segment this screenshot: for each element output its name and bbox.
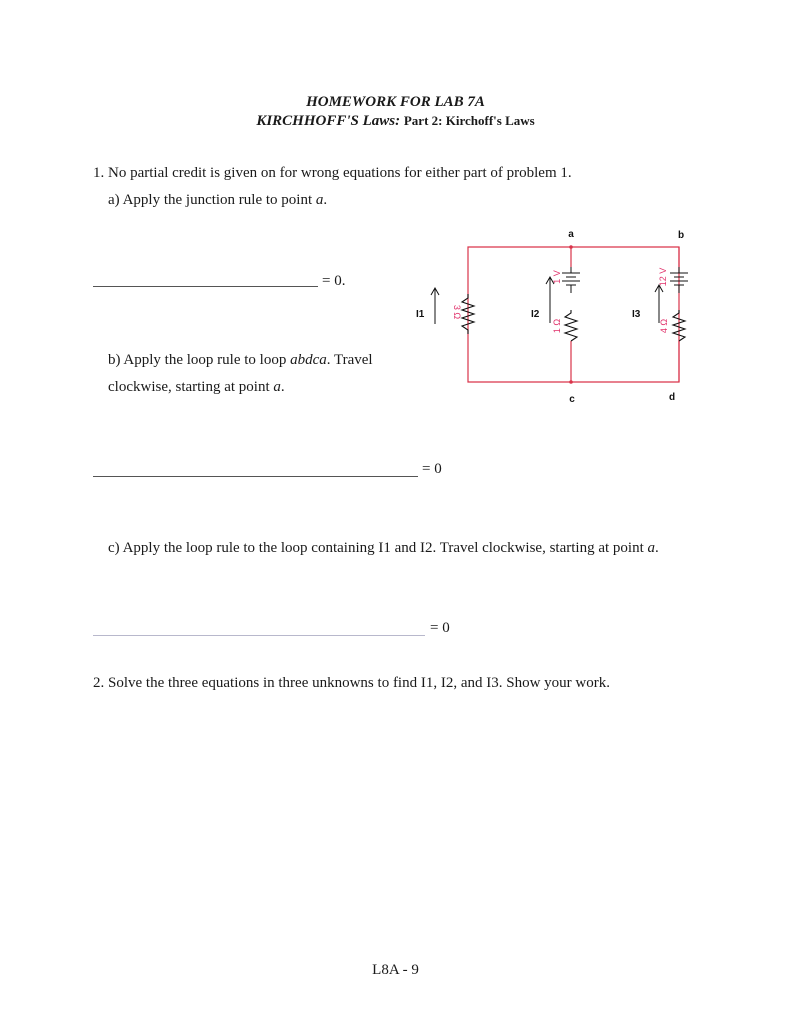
left-wire-loop: [468, 247, 571, 382]
problem2-prompt: 2. Solve the three equations in three unknowns to find I1, I2, and I3. Show your work.: [93, 675, 610, 691]
part-a-equals: = 0.: [322, 273, 346, 289]
page-title: HOMEWORK FOR LAB 7A: [306, 94, 485, 110]
node-label-a: a: [568, 229, 574, 240]
page-subtitle: [0, 113, 791, 130]
page-number: L8A - 9: [372, 962, 419, 978]
answer-line-b[interactable]: [93, 476, 418, 477]
battery-label-12v: 12 V: [658, 267, 668, 287]
part-c-prompt: [108, 540, 659, 557]
arrow-i3: [655, 285, 663, 323]
node-a-dot: [569, 245, 573, 249]
answer-line-a[interactable]: [93, 286, 318, 287]
part-c-equals: = 0: [430, 620, 450, 636]
node-label-b: b: [677, 230, 685, 241]
current-label-i3: I3: [632, 309, 641, 320]
part-c-point: a: [647, 540, 655, 556]
part-b-equals: = 0: [422, 461, 442, 477]
part-a-point: a: [315, 192, 324, 208]
battery-1v: [562, 267, 580, 293]
resistor-1ohm: [565, 310, 577, 341]
battery-label-1v: 1 V: [552, 270, 562, 284]
part-b-end2: .: [280, 379, 285, 395]
part-a-end: .: [323, 192, 328, 208]
current-label-i2: I2: [531, 309, 540, 320]
part-b-loop: abdca: [290, 352, 327, 368]
subtitle-italic: KIRCHHOFF'S Laws:: [256, 113, 401, 129]
part-c-text: c) Apply the loop rule to the loop containing I1 and I2. Travel clockwise, starting at point: [108, 540, 648, 556]
node-c-dot: [569, 380, 573, 384]
node-label-c: c: [569, 394, 575, 405]
part-b-end: . Travel: [326, 352, 373, 368]
part-c-end: .: [655, 540, 659, 556]
resistor-label-4ohm: 4 Ω: [659, 318, 669, 334]
circuit-wires: [468, 247, 679, 382]
circuit-diagram: [380, 222, 710, 412]
part-b-point: a: [273, 379, 281, 395]
part-b-text: b) Apply the loop rule to loop: [108, 352, 291, 368]
answer-line-c[interactable]: [93, 635, 425, 636]
resistor-label-3ohm: 3 Ω: [452, 304, 462, 320]
subtitle-rest: Part 2: Kirchoff's Laws: [403, 113, 535, 128]
problem1-intro: 1. No partial credit is given on for wrong equations for either part of problem 1.: [93, 165, 572, 181]
part-a-text: a) Apply the junction rule to point: [108, 192, 316, 208]
resistor-label-1ohm: 1 Ω: [552, 318, 562, 334]
part-b-prompt-line1: [108, 352, 373, 369]
part-b-prompt-line2: [108, 379, 285, 396]
node-label-d: d: [668, 392, 676, 403]
part-b-text2: clockwise, starting at point: [108, 379, 274, 395]
part-a-prompt: [108, 192, 327, 209]
arrow-i1: [431, 288, 439, 324]
right-wire-loop: [571, 247, 679, 382]
current-label-i1: I1: [416, 309, 425, 320]
